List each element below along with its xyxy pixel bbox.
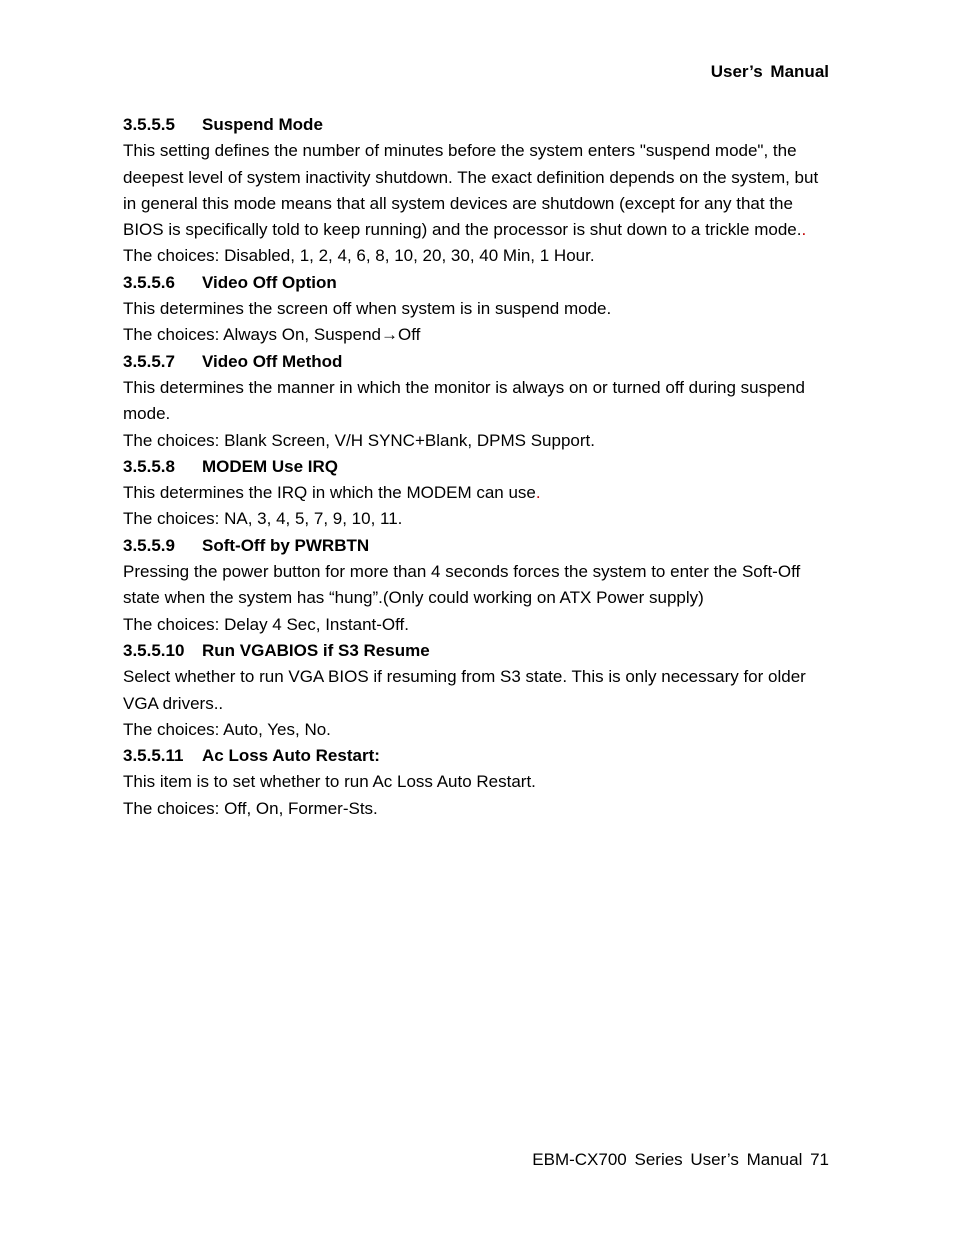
section-description <box>123 138 835 243</box>
section-number: 3.5.5.6 <box>123 272 175 292</box>
section-soft-off-by-pwrbtn <box>123 533 835 638</box>
section-heading <box>123 270 835 296</box>
section-suspend-mode <box>123 112 835 270</box>
section-title: Suspend Mode <box>202 115 323 134</box>
section-modem-use-irq <box>123 454 835 533</box>
section-heading <box>123 533 835 559</box>
section-title: Soft-Off by PWRBTN <box>202 535 370 555</box>
section-heading <box>123 454 835 480</box>
section-number: 3.5.5.11 <box>123 746 184 766</box>
section-description: This determines the screen off when system is in suspend mode. <box>123 299 612 319</box>
section-choices: The choices: Blank Screen, V/H SYNC+Blank, DPMS Support. <box>123 430 595 450</box>
description-tail: . <box>801 220 807 240</box>
section-description: This item is to set whether to run Ac Loss Auto Restart. <box>123 772 536 792</box>
section-title: Run VGABIOS if S3 Resume <box>202 640 430 660</box>
section-video-off-option <box>123 270 835 349</box>
section-heading <box>123 638 835 664</box>
section-number: 3.5.5.10 <box>123 640 185 660</box>
section-description: Select whether to run VGA BIOS if resuming from S3 state. This is only necessary for older VGA drivers.. <box>123 667 806 713</box>
section-title: Ac Loss Auto Restart: <box>202 746 380 766</box>
section-number: 3.5.5.9 <box>123 535 175 555</box>
section-number: 3.5.5.7 <box>123 351 175 371</box>
section-choices: The choices: Always On, Suspend→Off <box>123 325 421 345</box>
page-header: User’s Manual <box>710 62 829 81</box>
section-heading <box>123 112 835 138</box>
page-footer: EBM-CX700 Series User’s Manual 71 <box>532 1150 829 1169</box>
section-description: This determines the manner in which the monitor is always on or turned off during suspend mode. <box>123 377 805 424</box>
document-body <box>123 112 835 822</box>
description-text: This setting defines the number of minutes before the system enters "suspend mode", the deepest level of system inactivity shutdown. The exact definition depends on the system, but in general this mode means that all system devices are shutdown (except for any that the BIOS is specifically told to keep running) and the processor is shut down to a trickle mode. <box>123 141 819 240</box>
section-description: Pressing the power button for more than 4 seconds forces the system to enter the Soft-Off state when the system has “hung”.(Only could working on ATX Power supply) <box>123 562 801 608</box>
section-title: Video Off Option <box>202 272 337 292</box>
section-choices: The choices: NA, 3, 4, 5, 7, 9, 10, 11. <box>123 509 403 529</box>
section-heading <box>123 743 835 769</box>
section-run-vgabios <box>123 638 835 743</box>
section-video-off-method <box>123 349 835 454</box>
section-ac-loss-auto-restart <box>123 743 835 822</box>
description-tail: . <box>535 483 541 503</box>
section-number: 3.5.5.8 <box>123 456 175 476</box>
section-title: MODEM Use IRQ <box>202 456 339 476</box>
section-choices: The choices: Delay 4 Sec, Instant-Off. <box>123 614 409 634</box>
section-choices: The choices: Disabled, 1, 2, 4, 6, 8, 10, 20, 30, 40 Min, 1 Hour. <box>123 246 595 266</box>
section-number: 3.5.5.5 <box>123 115 175 134</box>
section-heading <box>123 349 835 375</box>
section-title: Video Off Method <box>202 351 343 371</box>
section-description <box>123 480 835 506</box>
section-choices: The choices: Auto, Yes, No. <box>123 719 331 739</box>
description-text: This determines the IRQ in which the MODEM can use <box>123 483 536 503</box>
section-choices: The choices: Off, On, Former-Sts. <box>123 798 378 818</box>
